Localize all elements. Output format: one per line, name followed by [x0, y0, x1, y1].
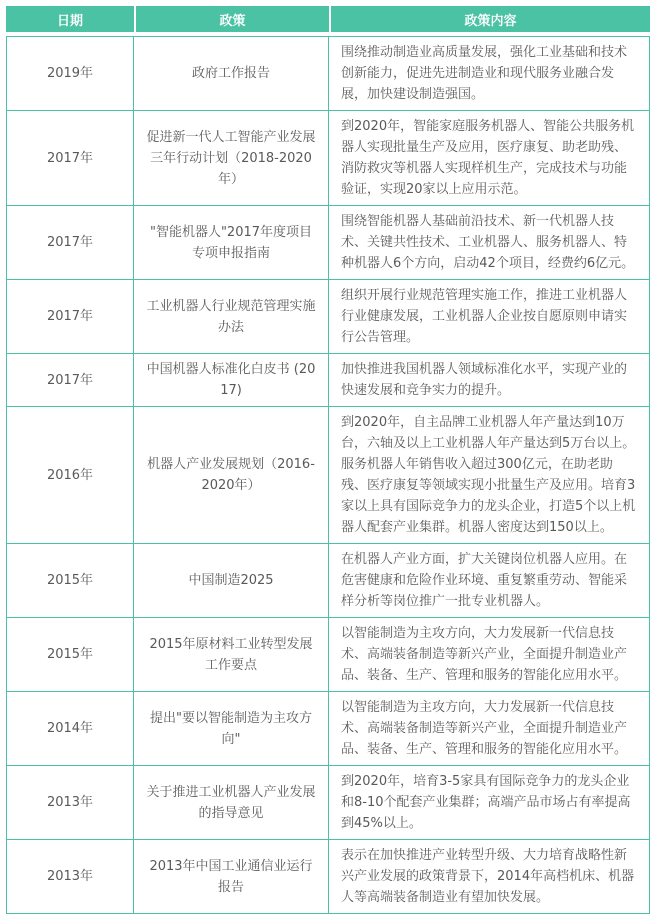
- row-policy-cell: 机器人产业发展规划（2016-2020年）: [134, 407, 329, 544]
- row-content-cell: 表示在加快推进产业转型升级、大力培育战略性新兴产业发展的政策背景下，2014年高档机床、机器人等高端装备制造业有望加快发展。: [329, 840, 650, 914]
- row-date-cell: 2017年: [6, 280, 134, 354]
- row-policy-cell: 2015年原材料工业转型发展工作要点: [134, 618, 329, 692]
- row-policy-cell: 政府工作报告: [134, 36, 329, 111]
- table-row: [6, 407, 650, 544]
- row-content-cell: 到2020年，智能家庭服务机器人、智能公共服务机器人实现批量生产及应用，医疗康复、助老助残、消防救灾等机器人实现样机生产，完成技术与功能验证，实现20家以上应用示范。: [329, 111, 650, 206]
- table-row: [6, 766, 650, 840]
- table-row: [6, 544, 650, 618]
- row-content-cell: 以智能制造为主攻方向，大力发展新一代信息技术、高端装备制造等新兴产业，全面提升制造业产品、装备、生产、管理和服务的智能化应用水平。: [329, 692, 650, 766]
- policy-table: [6, 6, 650, 914]
- row-policy-cell: 2013年中国工业通信业运行报告: [134, 840, 329, 914]
- row-policy-cell: 工业机器人行业规范管理实施办法: [134, 280, 329, 354]
- row-date-cell: 2014年: [6, 692, 134, 766]
- row-content-cell: 加快推进我国机器人领域标准化水平，实现产业的快速发展和竞争实力的提升。: [329, 354, 650, 407]
- row-date-cell: 2017年: [6, 354, 134, 407]
- table-row: [6, 692, 650, 766]
- row-date-cell: 2015年: [6, 618, 134, 692]
- row-policy-cell: "智能机器人"2017年度项目专项申报指南: [134, 206, 329, 280]
- row-date-cell: 2015年: [6, 544, 134, 618]
- row-policy-cell: 中国机器人标准化白皮书 (2017): [134, 354, 329, 407]
- row-content-cell: 在机器人产业方面，扩大关键岗位机器人应用。在危害健康和危险作业环境、重复繁重劳动、智能采样分析等岗位推广一批专业机器人。: [329, 544, 650, 618]
- row-policy-cell: 关于推进工业机器人产业发展的指导意见: [134, 766, 329, 840]
- header-row: [6, 6, 650, 36]
- table-row: [6, 206, 650, 280]
- row-policy-cell: 提出"要以智能制造为主攻方向": [134, 692, 329, 766]
- header-cell-policy: 政策: [134, 6, 329, 36]
- row-content-cell: 围绕智能机器人基础前沿技术、新一代机器人技术、关键共性技术、工业机器人、服务机器人、特种机器人6个方向，启动42个项目，经费约6亿元。: [329, 206, 650, 280]
- header-cell-content: 政策内容: [329, 6, 650, 36]
- row-content-cell: 到2020年，自主品牌工业机器人年产量达到10万台，六轴及以上工业机器人年产量达到5万台以上。服务机器人年销售收入超过300亿元，在助老助残、医疗康复等领域实现小批量生产及应用。培育3家以上具有国际竞争力的龙头企业，打造5个以上机器人配套产业集群。机器人密度达到150以上。: [329, 407, 650, 544]
- row-date-cell: 2017年: [6, 111, 134, 206]
- row-date-cell: 2013年: [6, 840, 134, 914]
- table-row: [6, 111, 650, 206]
- header-cell-date: 日期: [6, 6, 134, 36]
- table-row: [6, 280, 650, 354]
- table-row: [6, 840, 650, 914]
- table-row: [6, 618, 650, 692]
- row-content-cell: 围绕推动制造业高质量发展，强化工业基础和技术创新能力，促进先进制造业和现代服务业融合发展，加快建设制造强国。: [329, 36, 650, 111]
- row-policy-cell: 促进新一代人工智能产业发展三年行动计划（2018-2020年）: [134, 111, 329, 206]
- row-content-cell: 以智能制造为主攻方向，大力发展新一代信息技术、高端装备制造等新兴产业，全面提升制造业产品、装备、生产、管理和服务的智能化应用水平。: [329, 618, 650, 692]
- table-row: [6, 354, 650, 407]
- table-body: [6, 36, 650, 914]
- row-policy-cell: 中国制造2025: [134, 544, 329, 618]
- row-date-cell: 2019年: [6, 36, 134, 111]
- row-date-cell: 2016年: [6, 407, 134, 544]
- row-date-cell: 2017年: [6, 206, 134, 280]
- row-date-cell: 2013年: [6, 766, 134, 840]
- row-content-cell: 组织开展行业规范管理实施工作，推进工业机器人行业健康发展，工业机器人企业按自愿原则申请实行公告管理。: [329, 280, 650, 354]
- row-content-cell: 到2020年，培育3-5家具有国际竞争力的龙头企业和8-10个配套产业集群；高端产品市场占有率提高到45%以上。: [329, 766, 650, 840]
- table-row: [6, 36, 650, 111]
